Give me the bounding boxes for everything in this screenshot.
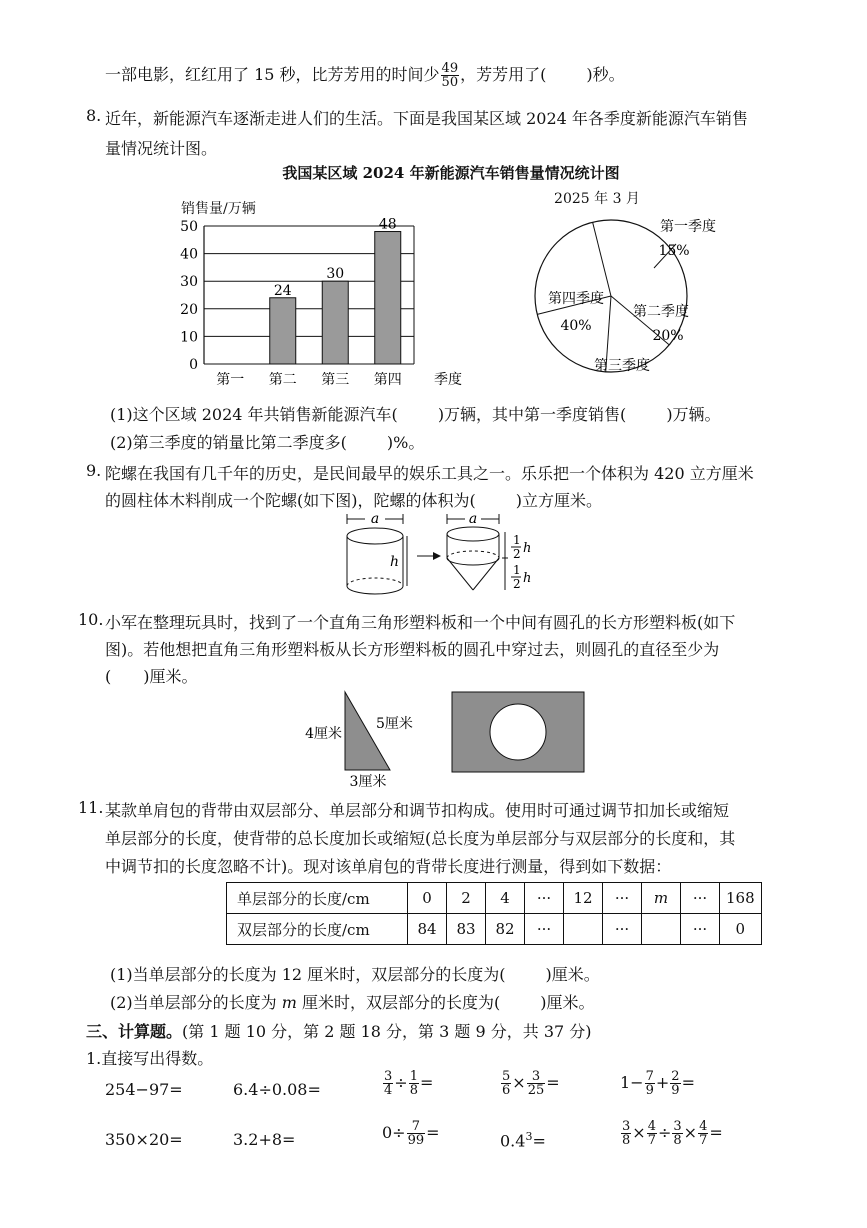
q9-line1: 陀螺在我国有几千年的历史，是民间最早的娱乐工具之一。乐乐把一个体积为 420 立方厘米	[105, 464, 754, 483]
calc-item: 3.2+8=	[233, 1130, 296, 1149]
top-half-num-1: 1	[513, 533, 521, 547]
pie-chart	[535, 218, 716, 374]
table-cell: ···	[525, 914, 564, 945]
q11-number: 11.	[78, 798, 104, 817]
bar	[322, 281, 348, 364]
bar-data-label: 24	[273, 282, 292, 299]
triangle-side-bottom: 3厘米	[349, 774, 387, 790]
top-half-h-2: h	[523, 571, 532, 586]
pie-slice-name: 第三季度	[594, 358, 650, 374]
table-cell: 82	[486, 914, 525, 945]
q9-line2: 的圆柱体木料削成一个陀螺(如下图)，陀螺的体积为( )立方厘米。	[105, 491, 602, 510]
q7-tail-line	[105, 62, 625, 89]
bar-chart-ylabel: 销售量/万辆	[181, 201, 256, 217]
bar-ytick-label: 20	[180, 301, 198, 318]
q8-sub1: (1)这个区域 2024 年共销售新能源汽车( )万辆，其中第一季度销售( )万辆。	[110, 405, 721, 424]
table-cell: 4	[486, 883, 525, 914]
bar-ytick-label: 50	[180, 219, 198, 235]
pie-slice-name: 第一季度	[660, 219, 716, 235]
table-cell: 12	[564, 883, 603, 914]
q8-sub2: (2)第三季度的销量比第二季度多( )%。	[110, 433, 425, 452]
right-triangle-plate	[305, 692, 413, 790]
calc-item: $0.4^3=$	[500, 1130, 546, 1151]
pie-chart-date: 2025 年 3 月	[554, 191, 640, 207]
table-cell: m	[642, 883, 681, 914]
table-cell: ···	[681, 914, 720, 945]
cylinder-diagram	[347, 511, 407, 594]
pie-slice-name: 第四季度	[548, 291, 604, 307]
plates-figure	[290, 690, 610, 790]
q7-text-c: )秒。	[586, 65, 625, 84]
triangle-side-hyp: 5厘米	[376, 716, 413, 732]
top-half-den-2: 2	[513, 577, 521, 591]
pie-slice-name: 第二季度	[633, 304, 689, 320]
table-row	[227, 914, 762, 945]
calc-item: 1− $\frac{7}{9}$ + $\frac{2}{9}$ =	[620, 1069, 695, 1098]
circular-hole	[490, 704, 546, 760]
table-cell: ···	[603, 883, 642, 914]
q11-line3: 中调节扣的长度忽略不计)。现对该单肩包的背带长度进行测量，得到如下数据：	[105, 857, 672, 876]
q8-line1: 近年，新能源汽车逐渐走进人们的生活。下面是我国某区域 2024 年各季度新能源汽车销售	[105, 109, 748, 128]
arrow-icon	[433, 552, 441, 560]
q10-line3: ( )厘米。	[105, 667, 198, 686]
q10-number: 10.	[78, 610, 104, 629]
calc-item: 350×20=	[105, 1130, 183, 1149]
strap-length-table	[226, 882, 762, 945]
table-row	[227, 883, 762, 914]
bar-ytick-label: 0	[189, 357, 198, 373]
q9-number: 9.	[86, 461, 102, 480]
table-cell: 0	[408, 883, 447, 914]
table-cell: ···	[603, 914, 642, 945]
bar-data-label: 48	[378, 216, 397, 233]
bar-ytick-label: 40	[180, 246, 198, 263]
pie-slice-percent: 20%	[652, 328, 684, 344]
q11-line2: 单层部分的长度，使背带的总长度加长或缩短(总长度为单层部分与双层部分的长度和，其	[105, 829, 736, 848]
section3-q1: 1.直接写出得数。	[86, 1049, 214, 1068]
pie-slice-percent: 15%	[658, 243, 690, 259]
calc-item: 254−97=	[105, 1080, 183, 1099]
top-label-a: a	[468, 511, 478, 527]
top-half-h-1: h	[523, 541, 532, 556]
bar-xtick-label: 第四	[373, 372, 402, 388]
table-cell	[564, 914, 603, 945]
table-cell: ···	[525, 883, 564, 914]
cylinder-label-a: a	[370, 511, 380, 527]
bar-ytick-label: 30	[180, 274, 198, 291]
calc-item: 0÷ $\frac{7}{99}$ =	[382, 1119, 440, 1148]
top-half-den-1: 2	[513, 547, 521, 561]
q11-sub1: (1)当单层部分的长度为 12 厘米时，双层部分的长度为( )厘米。	[110, 965, 600, 984]
table-cell: 84	[408, 914, 447, 945]
bar	[270, 298, 296, 364]
table-cell: 168	[720, 883, 762, 914]
bar	[375, 232, 401, 364]
q11-line1: 某款单肩包的背带由双层部分、单层部分和调节扣构成。使用时可通过调节扣加长或缩短	[105, 801, 730, 820]
table-row-label: 双层部分的长度/cm	[227, 914, 408, 945]
chart-title: 我国某区域 2024 年新能源汽车销售量情况统计图	[282, 164, 620, 182]
bar-chart	[180, 217, 462, 388]
spinning-top-diagram	[447, 511, 531, 591]
pie-slice-percent: 40%	[560, 318, 592, 334]
triangle-side-left: 4厘米	[305, 726, 342, 742]
table-cell: ···	[681, 883, 720, 914]
table-cell: 83	[447, 914, 486, 945]
section3-heading: 三、计算题。(第 1 题 10 分，第 2 题 18 分，第 3 题 9 分，共 37 分)	[86, 1022, 592, 1041]
q7-text-b: ，芳芳用了(	[460, 65, 547, 84]
table-row-label: 单层部分的长度/cm	[227, 883, 408, 914]
sales-chart-figure	[0, 158, 867, 398]
bar-xtick-label: 第二	[268, 372, 297, 388]
spinning-top-figure	[335, 510, 565, 600]
calc-item: 6.4÷0.08=	[233, 1080, 321, 1099]
bar-xtick-label: 第一	[216, 372, 245, 388]
rectangle-plate-with-hole	[452, 692, 584, 772]
q7-fraction: $\frac{49}{50}$	[441, 61, 459, 90]
table-cell: 2	[447, 883, 486, 914]
q11-sub2: (2)当单层部分的长度为 m 厘米时，双层部分的长度为( )厘米。	[110, 993, 595, 1012]
q8-number: 8.	[86, 106, 102, 125]
calc-item: $\frac{3}{4}$ ÷ $\frac{1}{8}$ =	[384, 1069, 434, 1098]
bar-xtick-label: 第三	[321, 372, 350, 388]
q10-line1: 小军在整理玩具时，找到了一个直角三角形塑料板和一个中间有圆孔的长方形塑料板(如下	[105, 613, 736, 632]
bar-data-label: 30	[326, 266, 345, 283]
table-cell: 0	[720, 914, 762, 945]
q7-text-a: 一部电影，红红用了 15 秒，比芳芳用的时间少	[105, 65, 440, 84]
bar-xlabel: 季度	[434, 372, 462, 388]
calc-item: $\frac{3}{8}$ × $\frac{4}{7}$ ÷ $\frac{3}{8}$ × $\frac{4}{7}$ =	[622, 1119, 723, 1148]
q10-line2: 图)。若他想把直角三角形塑料板从长方形塑料板的圆孔中穿过去，则圆孔的直径至少为	[105, 640, 720, 659]
top-half-num-2: 1	[513, 563, 521, 577]
bar-ytick-label: 10	[180, 329, 198, 346]
calc-item: $\frac{5}{6}$ × $\frac{3}{25}$ =	[502, 1069, 560, 1098]
table-cell	[642, 914, 681, 945]
q8-line2: 量情况统计图。	[105, 139, 218, 158]
cylinder-label-h: h	[389, 554, 399, 570]
